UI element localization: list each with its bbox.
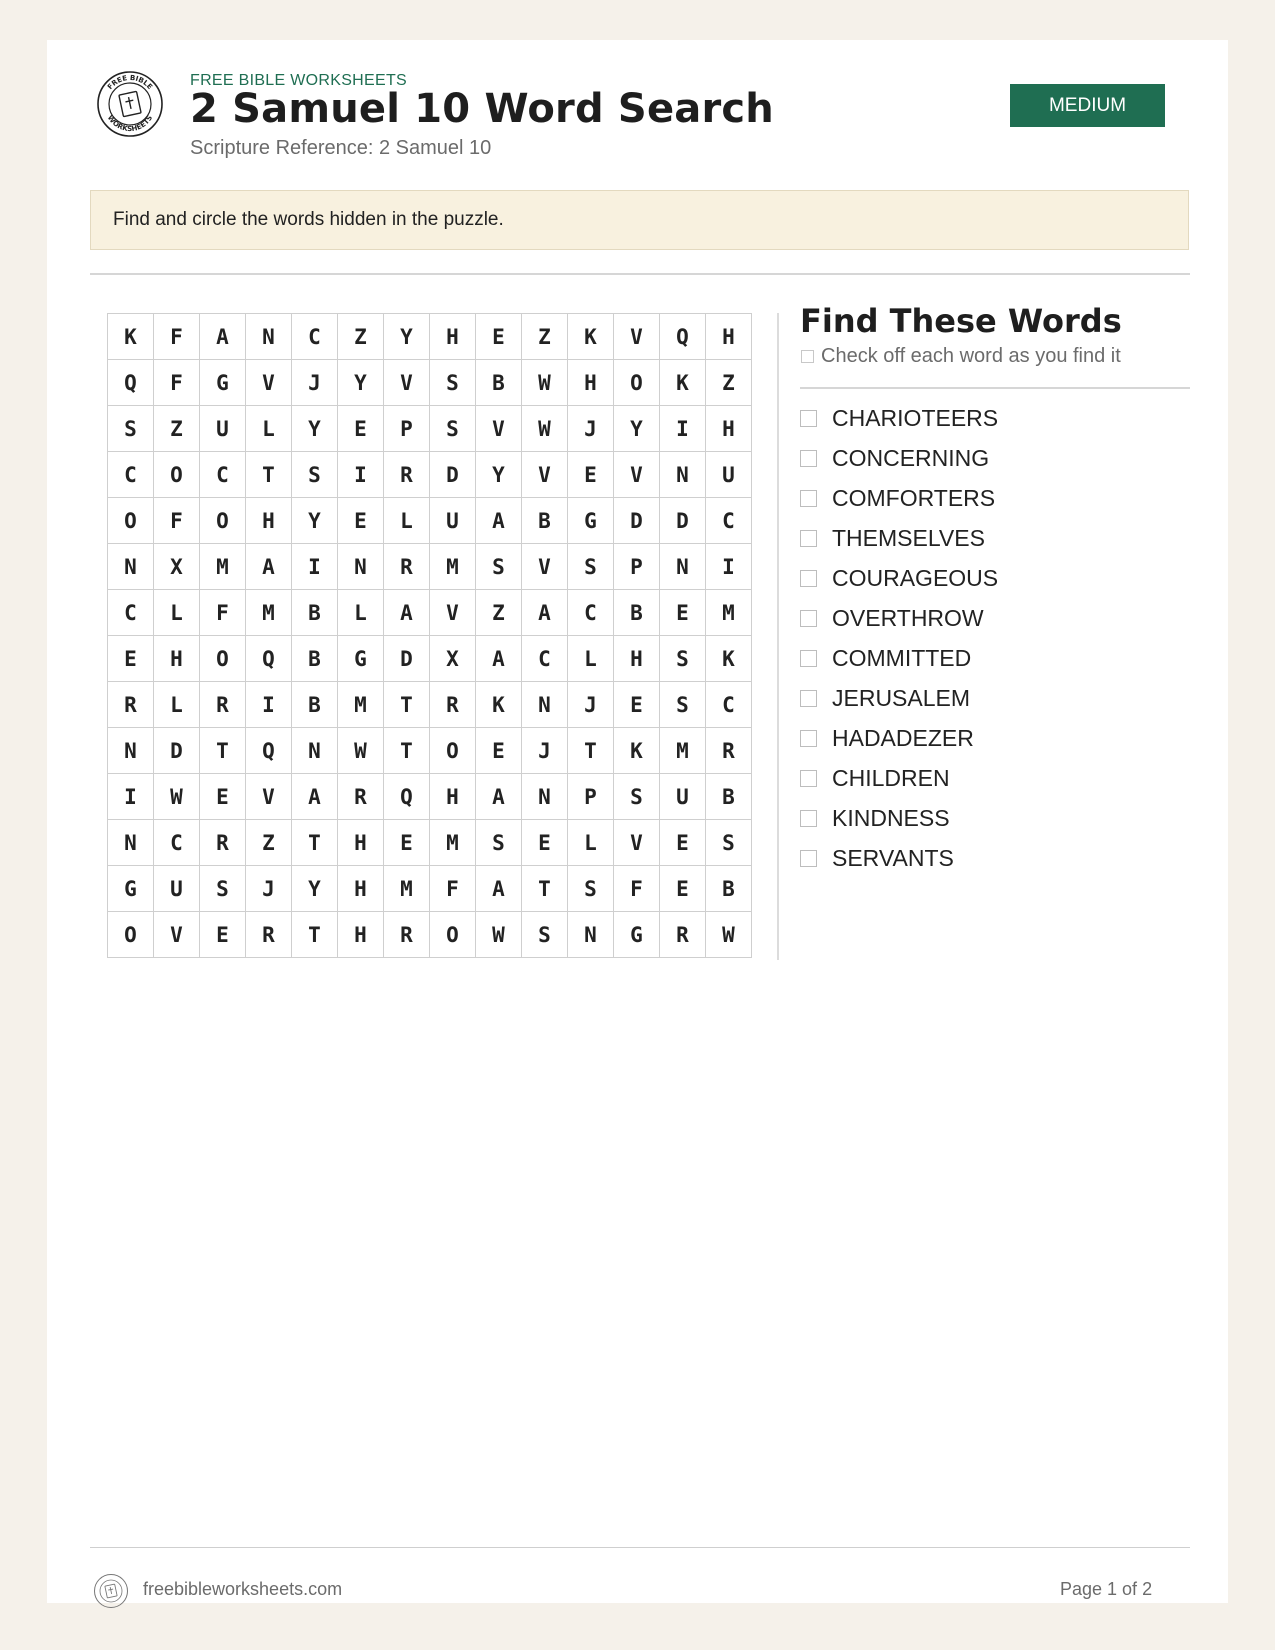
grid-cell[interactable]: O <box>430 912 476 958</box>
grid-cell[interactable]: Z <box>476 590 522 636</box>
grid-cell[interactable]: G <box>614 912 660 958</box>
grid-cell[interactable]: E <box>108 636 154 682</box>
grid-cell[interactable]: A <box>384 590 430 636</box>
grid-cell[interactable]: E <box>338 406 384 452</box>
grid-cell[interactable]: Z <box>706 360 752 406</box>
grid-cell[interactable]: B <box>292 682 338 728</box>
column-divider <box>777 313 779 960</box>
grid-cell[interactable]: W <box>706 912 752 958</box>
word-item <box>800 718 998 758</box>
grid-cell[interactable]: O <box>108 912 154 958</box>
grid-cell[interactable]: U <box>154 866 200 912</box>
word-checkbox[interactable] <box>800 610 817 627</box>
grid-cell[interactable]: E <box>660 820 706 866</box>
grid-cell[interactable]: Y <box>614 406 660 452</box>
grid-cell[interactable]: S <box>614 774 660 820</box>
grid-cell[interactable]: B <box>614 590 660 636</box>
grid-cell[interactable]: N <box>108 728 154 774</box>
grid-cell[interactable]: H <box>568 360 614 406</box>
word-item <box>800 598 998 638</box>
grid-cell[interactable]: A <box>200 314 246 360</box>
grid-cell[interactable]: V <box>154 912 200 958</box>
grid-cell[interactable]: Z <box>522 314 568 360</box>
grid-cell[interactable]: N <box>108 544 154 590</box>
grid-cell[interactable]: E <box>476 728 522 774</box>
grid-cell[interactable]: N <box>246 314 292 360</box>
grid-cell[interactable]: V <box>246 360 292 406</box>
word-item <box>800 678 998 718</box>
grid-cell[interactable]: F <box>200 590 246 636</box>
grid-cell[interactable]: U <box>706 452 752 498</box>
grid-cell[interactable]: V <box>614 452 660 498</box>
grid-cell[interactable]: I <box>660 406 706 452</box>
grid-cell[interactable]: D <box>154 728 200 774</box>
grid-cell[interactable]: A <box>522 590 568 636</box>
grid-cell[interactable]: B <box>476 360 522 406</box>
grid-cell[interactable]: V <box>614 314 660 360</box>
grid-cell[interactable]: D <box>430 452 476 498</box>
grid-cell[interactable]: H <box>706 314 752 360</box>
grid-cell[interactable]: K <box>614 728 660 774</box>
grid-cell[interactable]: Z <box>154 406 200 452</box>
word-item <box>800 478 998 518</box>
word-label: COURAGEOUS <box>832 564 999 591</box>
grid-cell[interactable]: I <box>338 452 384 498</box>
word-label: THEMSELVES <box>832 524 985 551</box>
grid-cell[interactable]: O <box>108 498 154 544</box>
grid-cell[interactable]: R <box>246 912 292 958</box>
grid-cell[interactable]: K <box>706 636 752 682</box>
grid-cell[interactable]: Q <box>246 636 292 682</box>
grid-cell[interactable]: C <box>706 682 752 728</box>
grid-cell[interactable]: G <box>108 866 154 912</box>
grid-cell[interactable]: M <box>430 820 476 866</box>
grid-cell[interactable]: R <box>384 544 430 590</box>
grid-cell[interactable]: T <box>292 912 338 958</box>
grid-cell[interactable]: E <box>660 866 706 912</box>
word-item <box>800 838 998 878</box>
grid-row <box>108 498 752 544</box>
grid-cell[interactable]: I <box>246 682 292 728</box>
grid-row <box>108 912 752 958</box>
grid-cell[interactable]: Q <box>660 314 706 360</box>
grid-cell[interactable]: K <box>568 314 614 360</box>
grid-cell[interactable]: R <box>660 912 706 958</box>
grid-cell[interactable]: S <box>706 820 752 866</box>
footer-divider <box>90 1547 1190 1548</box>
word-item <box>800 798 998 838</box>
grid-cell[interactable]: E <box>200 774 246 820</box>
grid-cell[interactable]: E <box>384 820 430 866</box>
grid-cell[interactable]: E <box>476 314 522 360</box>
grid-cell[interactable]: N <box>338 544 384 590</box>
grid-cell[interactable]: A <box>476 866 522 912</box>
grid-cell[interactable]: W <box>154 774 200 820</box>
word-checkbox[interactable] <box>800 570 817 587</box>
grid-cell[interactable]: G <box>568 498 614 544</box>
grid-cell[interactable]: L <box>154 590 200 636</box>
scripture-reference: Scripture Reference: 2 Samuel 10 <box>190 137 492 159</box>
grid-cell[interactable]: H <box>154 636 200 682</box>
grid-cell[interactable]: T <box>522 866 568 912</box>
grid-cell[interactable]: L <box>246 406 292 452</box>
grid-cell[interactable]: O <box>200 498 246 544</box>
grid-cell[interactable]: W <box>522 406 568 452</box>
grid-cell[interactable]: F <box>154 360 200 406</box>
grid-cell[interactable]: Y <box>384 314 430 360</box>
grid-cell[interactable]: B <box>706 866 752 912</box>
grid-cell[interactable]: V <box>384 360 430 406</box>
grid-cell[interactable]: L <box>568 820 614 866</box>
grid-cell[interactable]: E <box>568 452 614 498</box>
grid-cell[interactable]: H <box>706 406 752 452</box>
grid-cell[interactable]: F <box>430 866 476 912</box>
grid-cell[interactable]: F <box>154 314 200 360</box>
word-list-hint <box>801 345 1121 368</box>
grid-cell[interactable]: J <box>246 866 292 912</box>
footer-logo-icon <box>93 1573 129 1609</box>
grid-cell[interactable]: A <box>476 636 522 682</box>
word-list <box>800 398 998 878</box>
grid-cell[interactable]: M <box>706 590 752 636</box>
grid-row <box>108 728 752 774</box>
grid-cell[interactable]: T <box>246 452 292 498</box>
grid-cell[interactable]: B <box>292 636 338 682</box>
grid-cell[interactable]: N <box>568 912 614 958</box>
grid-cell[interactable]: S <box>522 912 568 958</box>
word-checkbox[interactable] <box>800 850 817 867</box>
grid-cell[interactable]: R <box>338 774 384 820</box>
grid-cell[interactable]: E <box>200 912 246 958</box>
grid-cell[interactable]: C <box>522 636 568 682</box>
word-checkbox[interactable] <box>800 490 817 507</box>
instructions-text: Find and circle the words hidden in the puzzle. <box>113 209 504 230</box>
grid-cell[interactable]: A <box>476 774 522 820</box>
grid-cell[interactable]: U <box>200 406 246 452</box>
grid-cell[interactable]: B <box>706 774 752 820</box>
grid-cell[interactable]: X <box>154 544 200 590</box>
grid-cell[interactable]: M <box>660 728 706 774</box>
grid-cell[interactable]: Y <box>292 406 338 452</box>
grid-cell[interactable]: M <box>338 682 384 728</box>
grid-cell[interactable]: N <box>292 728 338 774</box>
grid-cell[interactable]: C <box>154 820 200 866</box>
grid-cell[interactable]: S <box>430 360 476 406</box>
grid-cell[interactable]: M <box>430 544 476 590</box>
grid-cell[interactable]: S <box>476 820 522 866</box>
grid-cell[interactable]: S <box>660 682 706 728</box>
grid-cell[interactable]: E <box>614 682 660 728</box>
word-label: CONCERNING <box>832 444 990 471</box>
grid-row <box>108 452 752 498</box>
grid-cell[interactable]: R <box>200 820 246 866</box>
word-label: CHILDREN <box>832 764 950 791</box>
grid-cell[interactable]: M <box>384 866 430 912</box>
word-label: HADADEZER <box>832 724 974 751</box>
word-label: COMMITTED <box>832 644 972 671</box>
word-checkbox[interactable] <box>800 770 817 787</box>
grid-cell[interactable]: Z <box>338 314 384 360</box>
word-checkbox[interactable] <box>800 450 817 467</box>
grid-cell[interactable]: Q <box>384 774 430 820</box>
word-item <box>800 398 998 438</box>
grid-cell[interactable]: Y <box>292 866 338 912</box>
grid-cell[interactable]: R <box>430 682 476 728</box>
grid-cell[interactable]: H <box>246 498 292 544</box>
grid-row <box>108 682 752 728</box>
grid-cell[interactable]: X <box>430 636 476 682</box>
word-checkbox[interactable] <box>800 810 817 827</box>
grid-cell[interactable]: H <box>430 314 476 360</box>
grid-cell[interactable]: C <box>108 452 154 498</box>
difficulty-badge: MEDIUM <box>1010 84 1165 127</box>
grid-cell[interactable]: D <box>384 636 430 682</box>
word-item <box>800 558 998 598</box>
grid-cell[interactable]: D <box>660 498 706 544</box>
checkbox-icon <box>801 350 814 363</box>
grid-cell[interactable]: N <box>522 682 568 728</box>
grid-cell[interactable]: S <box>108 406 154 452</box>
grid-cell[interactable]: V <box>430 590 476 636</box>
grid-cell[interactable]: R <box>706 728 752 774</box>
divider <box>800 387 1190 389</box>
grid-cell[interactable]: Y <box>476 452 522 498</box>
grid-cell[interactable]: L <box>568 636 614 682</box>
grid-cell[interactable]: H <box>338 912 384 958</box>
grid-cell[interactable]: G <box>338 636 384 682</box>
bible-logo-icon <box>96 70 164 138</box>
grid-cell[interactable]: J <box>292 360 338 406</box>
grid-cell[interactable]: C <box>200 452 246 498</box>
grid-cell[interactable]: S <box>568 544 614 590</box>
grid-cell[interactable]: C <box>292 314 338 360</box>
grid-cell[interactable]: R <box>200 682 246 728</box>
word-checkbox[interactable] <box>800 690 817 707</box>
grid-cell[interactable]: A <box>476 498 522 544</box>
grid-row <box>108 866 752 912</box>
grid-cell[interactable]: T <box>200 728 246 774</box>
word-list-hint-text: Check off each word as you find it <box>821 345 1121 367</box>
grid-cell[interactable]: S <box>430 406 476 452</box>
grid-cell[interactable]: E <box>660 590 706 636</box>
brand-name: FREE BIBLE WORKSHEETS <box>190 72 408 89</box>
grid-cell[interactable]: Q <box>108 360 154 406</box>
footer-site: freebibleworksheets.com <box>143 1579 343 1599</box>
word-item <box>800 518 998 558</box>
grid-cell[interactable]: S <box>292 452 338 498</box>
word-label: COMFORTERS <box>832 484 996 511</box>
word-label: OVERTHROW <box>832 604 984 631</box>
grid-cell[interactable]: J <box>522 728 568 774</box>
grid-cell[interactable]: I <box>292 544 338 590</box>
grid-cell[interactable]: J <box>568 406 614 452</box>
grid-cell[interactable]: L <box>338 590 384 636</box>
grid-cell[interactable]: R <box>384 912 430 958</box>
grid-cell[interactable]: V <box>476 406 522 452</box>
logo-text-top: FREE BIBLE <box>106 73 154 92</box>
grid-cell[interactable]: T <box>568 728 614 774</box>
grid-cell[interactable]: C <box>568 590 614 636</box>
grid-cell[interactable]: M <box>200 544 246 590</box>
grid-cell[interactable]: V <box>522 544 568 590</box>
grid-cell[interactable]: E <box>522 820 568 866</box>
grid-cell[interactable]: M <box>246 590 292 636</box>
grid-cell[interactable]: T <box>384 728 430 774</box>
word-search-grid <box>107 313 752 958</box>
grid-cell[interactable]: S <box>568 866 614 912</box>
grid-row <box>108 636 752 682</box>
grid-cell[interactable]: Y <box>292 498 338 544</box>
grid-cell[interactable]: G <box>200 360 246 406</box>
grid-cell[interactable]: C <box>706 498 752 544</box>
grid-cell[interactable]: V <box>522 452 568 498</box>
grid-cell[interactable]: B <box>522 498 568 544</box>
grid-cell[interactable]: H <box>430 774 476 820</box>
grid-cell[interactable]: R <box>384 452 430 498</box>
grid-cell[interactable]: N <box>108 820 154 866</box>
grid-cell[interactable]: Y <box>338 360 384 406</box>
word-label: SERVANTS <box>832 844 954 871</box>
grid-cell[interactable]: W <box>522 360 568 406</box>
grid-cell[interactable]: Q <box>246 728 292 774</box>
grid-cell[interactable]: A <box>246 544 292 590</box>
grid-cell[interactable]: O <box>614 360 660 406</box>
page-title: 2 Samuel 10 Word Search <box>190 86 774 132</box>
divider <box>90 273 1190 275</box>
grid-cell[interactable]: H <box>338 866 384 912</box>
word-checkbox[interactable] <box>800 410 817 427</box>
grid-cell[interactable]: O <box>430 728 476 774</box>
grid-cell[interactable]: O <box>154 452 200 498</box>
grid-cell[interactable]: R <box>108 682 154 728</box>
grid-row <box>108 544 752 590</box>
grid-cell[interactable]: S <box>476 544 522 590</box>
grid-cell[interactable]: T <box>384 682 430 728</box>
grid-row <box>108 406 752 452</box>
word-list-title: Find These Words <box>800 302 1122 340</box>
svg-text:WORKSHEETS <box>106 114 154 133</box>
grid-cell[interactable]: V <box>246 774 292 820</box>
page-number: Page 1 of 2 <box>1060 1579 1153 1599</box>
grid-cell[interactable]: H <box>614 636 660 682</box>
grid-cell[interactable]: O <box>200 636 246 682</box>
grid-cell[interactable]: F <box>154 498 200 544</box>
grid-cell[interactable]: P <box>614 544 660 590</box>
grid-cell[interactable]: A <box>292 774 338 820</box>
grid-cell[interactable]: P <box>384 406 430 452</box>
grid-row <box>108 820 752 866</box>
grid-cell[interactable]: S <box>660 636 706 682</box>
grid-cell[interactable]: F <box>614 866 660 912</box>
grid-cell[interactable]: H <box>338 820 384 866</box>
grid-cell[interactable]: S <box>200 866 246 912</box>
grid-cell[interactable]: N <box>522 774 568 820</box>
word-label: JERUSALEM <box>832 684 971 711</box>
grid-row <box>108 774 752 820</box>
grid-cell[interactable]: N <box>660 544 706 590</box>
grid-cell[interactable]: J <box>568 682 614 728</box>
grid-cell[interactable]: D <box>614 498 660 544</box>
grid-row <box>108 314 752 360</box>
grid-cell[interactable]: P <box>568 774 614 820</box>
grid-row <box>108 590 752 636</box>
grid-cell[interactable]: U <box>660 774 706 820</box>
grid-cell[interactable]: N <box>660 452 706 498</box>
grid-cell[interactable]: K <box>476 682 522 728</box>
grid-cell[interactable]: E <box>338 498 384 544</box>
word-checkbox[interactable] <box>800 530 817 547</box>
word-label: KINDNESS <box>832 804 950 831</box>
grid-cell[interactable]: L <box>384 498 430 544</box>
word-label: CHARIOTEERS <box>832 404 999 431</box>
grid-cell[interactable]: K <box>108 314 154 360</box>
grid-cell[interactable]: T <box>292 820 338 866</box>
grid-cell[interactable]: V <box>614 820 660 866</box>
grid-cell[interactable]: K <box>660 360 706 406</box>
word-item <box>800 438 998 478</box>
word-item <box>800 638 998 678</box>
grid-cell[interactable]: W <box>338 728 384 774</box>
instructions-box <box>90 190 1189 250</box>
grid-cell[interactable]: I <box>108 774 154 820</box>
grid-cell[interactable]: U <box>430 498 476 544</box>
grid-cell[interactable]: W <box>476 912 522 958</box>
worksheet-page <box>47 40 1228 1603</box>
logo-text-bottom: WORKSHEETS <box>105 113 155 134</box>
grid-cell[interactable]: L <box>154 682 200 728</box>
grid-cell[interactable]: B <box>292 590 338 636</box>
word-checkbox[interactable] <box>800 730 817 747</box>
grid-cell[interactable]: Z <box>246 820 292 866</box>
grid-row <box>108 360 752 406</box>
grid-cell[interactable]: I <box>706 544 752 590</box>
word-item <box>800 758 998 798</box>
grid-cell[interactable]: C <box>108 590 154 636</box>
word-checkbox[interactable] <box>800 650 817 667</box>
